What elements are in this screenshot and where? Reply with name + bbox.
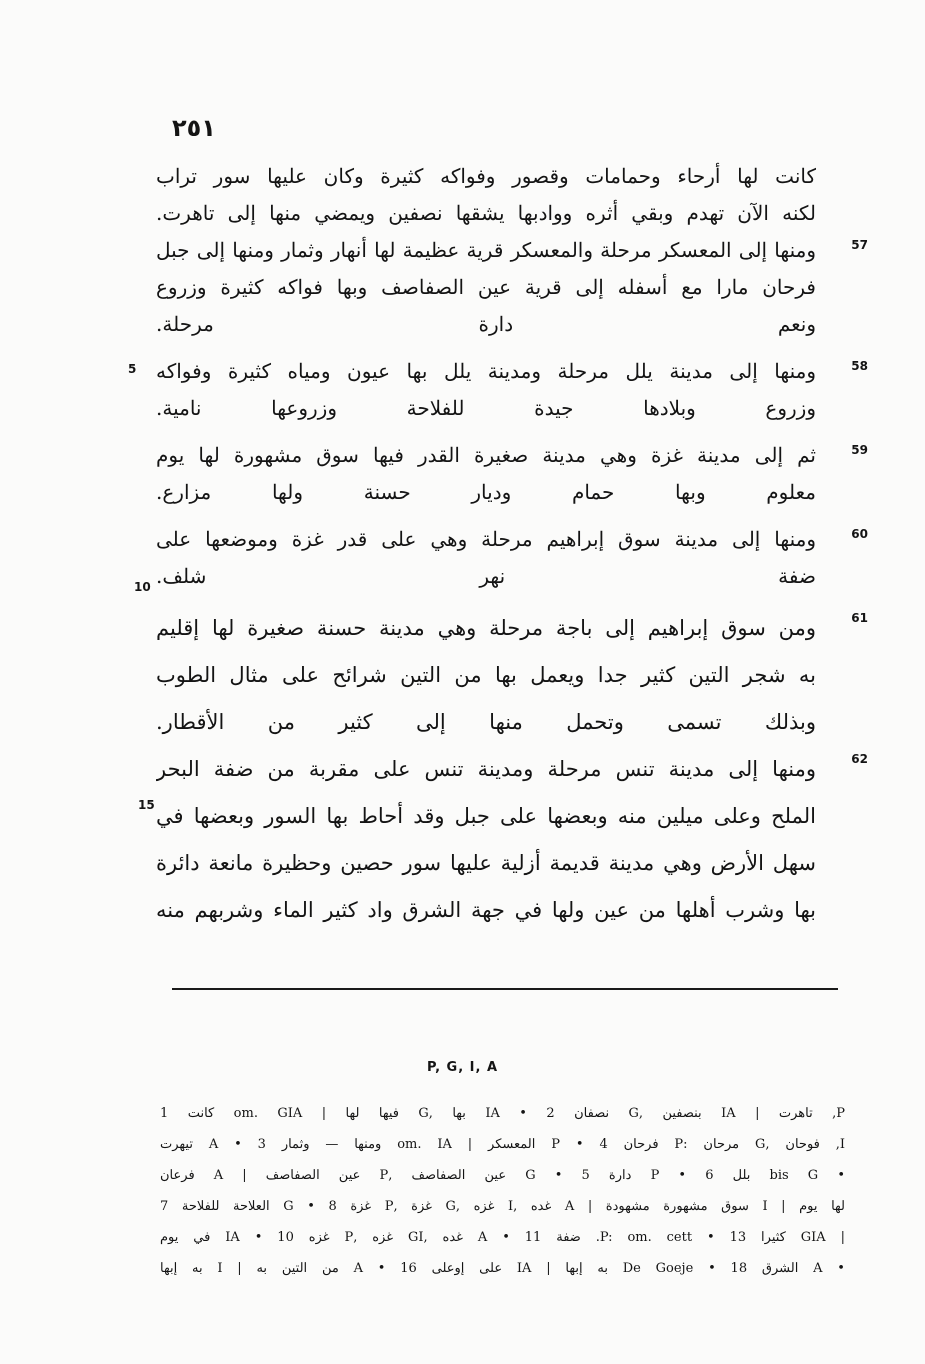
text-line: وبذلك تسمى وتحمل منها إلى كثير من الأقطار. bbox=[156, 710, 816, 734]
text-line: فرحان مارا مع أسفله إلى قرية عين الصفاصف وبها فواكه كثيرة وزروع bbox=[156, 275, 816, 299]
text-line: ومن سوق إبراهيم إلى باجة مرحلة وهي مدينة حسنة صغيرة لها إقليم bbox=[156, 616, 816, 640]
paragraph-intro bbox=[128, 158, 868, 232]
text-line: الملح وعلى ميلين منه وبعضها على جبل وقد أحاط بها السور وبعضها في bbox=[156, 804, 816, 828]
text-line: ضفة نهر شلف. bbox=[156, 564, 816, 588]
paragraph-58 bbox=[128, 353, 868, 427]
paragraph-number: 58 bbox=[851, 359, 868, 373]
apparatus-line: | GIA كثيرا 13 • P: om. cett. ضفة 11 • A غده ,GI غزه ,P غزه 10 • IA في يوم bbox=[160, 1230, 845, 1245]
text-line: ومنها إلى مدينة سوق إبراهيم مرحلة وهي على قدر غزة وموضعها على bbox=[156, 527, 816, 551]
text-line: بها وشرب أهلها من عين ولها في جهة الشرق واد كثير الماء وشربهم منه bbox=[156, 898, 816, 922]
paragraph-61 bbox=[128, 605, 868, 746]
paragraph-number: 61 bbox=[851, 611, 868, 625]
apparatus-line: • A الشرق 18 • De Goeje به إبها | IA على إوعلى 16 • A من التين به | I به إبها bbox=[160, 1261, 845, 1276]
paragraph-number: 57 bbox=[851, 238, 868, 252]
text-line: به شجر التين كثير جدا ويعمل بها من التين شرائح على مثال الطوب bbox=[156, 663, 816, 687]
text-line: سهل الأرض وهي مدينة قديمة أزلية عليها سور حصين وحظيرة مانعة دائرة bbox=[156, 851, 816, 875]
footnote-divider bbox=[172, 988, 838, 990]
apparatus-line: P, تاهرت | IA بنصفين ,G نصفان 2 • IA بها ,G فيها لها | om. GIA كانت 1 bbox=[160, 1106, 845, 1121]
paragraph-number: 59 bbox=[851, 443, 868, 457]
body-text bbox=[128, 158, 868, 934]
apparatus-line: • bis G بلل 6 • P دارة 5 • G عين الصفاصف ,P عين الصفاصف | A فرعان bbox=[160, 1168, 845, 1183]
text-line: ومنها إلى المعسكر مرحلة والمعسكر قرية عظيمة لها أنهار وثمار ومنها إلى جبل bbox=[156, 238, 816, 262]
text-line: ونعم دارة مرحلة. bbox=[156, 312, 816, 336]
paragraph-number: 60 bbox=[851, 527, 868, 541]
paragraph-59 bbox=[128, 437, 868, 511]
paragraph-57 bbox=[128, 232, 868, 343]
text-line: كانت لها أرحاء وحمامات وقصور وفواكه كثيرة وكان عليها سور تراب bbox=[156, 164, 816, 188]
apparatus-line: I, فوحان ,G مرحان :P فرحان 4 • P المعسكر | om. IA ومنها — وثمار 3 • A تيهرت bbox=[160, 1137, 845, 1152]
text-line: ومنها إلى مدينة تنس مرحلة ومدينة تنس على مقربة من ضفة البحر bbox=[156, 757, 816, 781]
page-number: ٢٥١ bbox=[172, 114, 216, 142]
text-line: معلوم وبها حمام وديار حسنة ولها مزارع. bbox=[156, 480, 816, 504]
line-number-marker: 15 bbox=[138, 798, 155, 812]
text-line: وزروع وبلادها جيدة للفلاحة وزروعها نامية. bbox=[156, 396, 816, 420]
text-line: ثم إلى مدينة غزة وهي مدينة صغيرة القدر فيها سوق مشهورة لها يوم bbox=[156, 443, 816, 467]
paragraph-62 bbox=[128, 746, 868, 934]
line-number-marker: 10 bbox=[134, 580, 151, 594]
text-line: لكنه الآن تهدم وبقي أثره ووادبها يشقها نصفين ويمضي منها إلى تاهرت. bbox=[156, 201, 816, 225]
apparatus-line: لها يوم | I سوق مشهورة مشهودة | A غده ,I غزه ,G غزة ,P غزة 8 • G العلاحة للفلاحة 7 bbox=[160, 1199, 845, 1214]
manuscript-sigla: P, G, I, A bbox=[426, 1060, 499, 1075]
critical-apparatus bbox=[160, 1098, 845, 1284]
paragraph-number: 62 bbox=[851, 752, 868, 766]
paragraph-60 bbox=[128, 521, 868, 595]
line-number-marker: 5 bbox=[128, 362, 137, 376]
text-line: ومنها إلى مدينة يلل مرحلة ومدينة يلل بها عيون ومياه كثيرة وفواكه bbox=[156, 359, 816, 383]
